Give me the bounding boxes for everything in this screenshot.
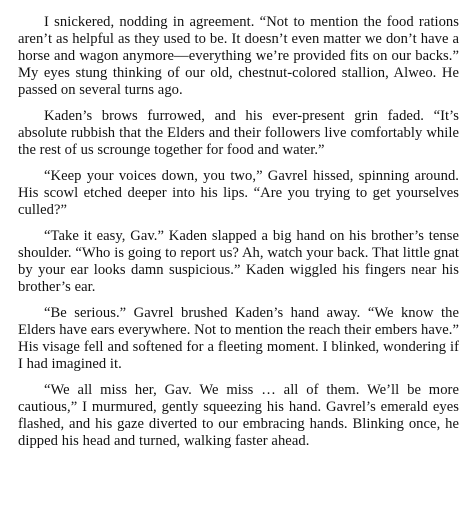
paragraph-1: I snickered, nodding in agreement. “Not to mention the food rations aren’t as helpful as they used to be. It doesn’t even matter we don’t have a horse and wagon anymore—everything we’re provided fits on our backs.” My eyes stung thinking of our old, chestnut-colored stallion, Alweo. He passed on several turns ago.	[18, 14, 459, 98]
paragraph-2: Kaden’s brows furrowed, and his ever-present grin faded. “It’s absolute rubbish that the Elders and their followers live comfortably while the rest of us scrounge together for food and water.”	[18, 108, 459, 158]
paragraph-5: “Be serious.” Gavrel brushed Kaden’s hand away. “We know the Elders have ears everywhere. Not to mention the reach their embers have.” His visage fell and softened for a fleeting moment. I blinked, wondering if I had imagined it.	[18, 305, 459, 372]
paragraph-6: “We all miss her, Gav. We miss … all of them. We’ll be more cautious,” I murmured, gently squeezing his hand. Gavrel’s emerald eyes flashed, and his gaze diverted to our embracing hands. Blinking once, he dipped his head and turned, walking faster ahead.	[18, 382, 459, 449]
paragraph-3: “Keep your voices down, you two,” Gavrel hissed, spinning around. His scowl etched deeper into his lips. “Are you trying to get yourselves culled?”	[18, 168, 459, 218]
paragraph-4: “Take it easy, Gav.” Kaden slapped a big hand on his brother’s tense shoulder. “Who is going to report us? Ah, watch your back. That little gnat by your ear looks damn suspicious.” Kaden wiggled his fingers near his brother’s ear.	[18, 228, 459, 295]
